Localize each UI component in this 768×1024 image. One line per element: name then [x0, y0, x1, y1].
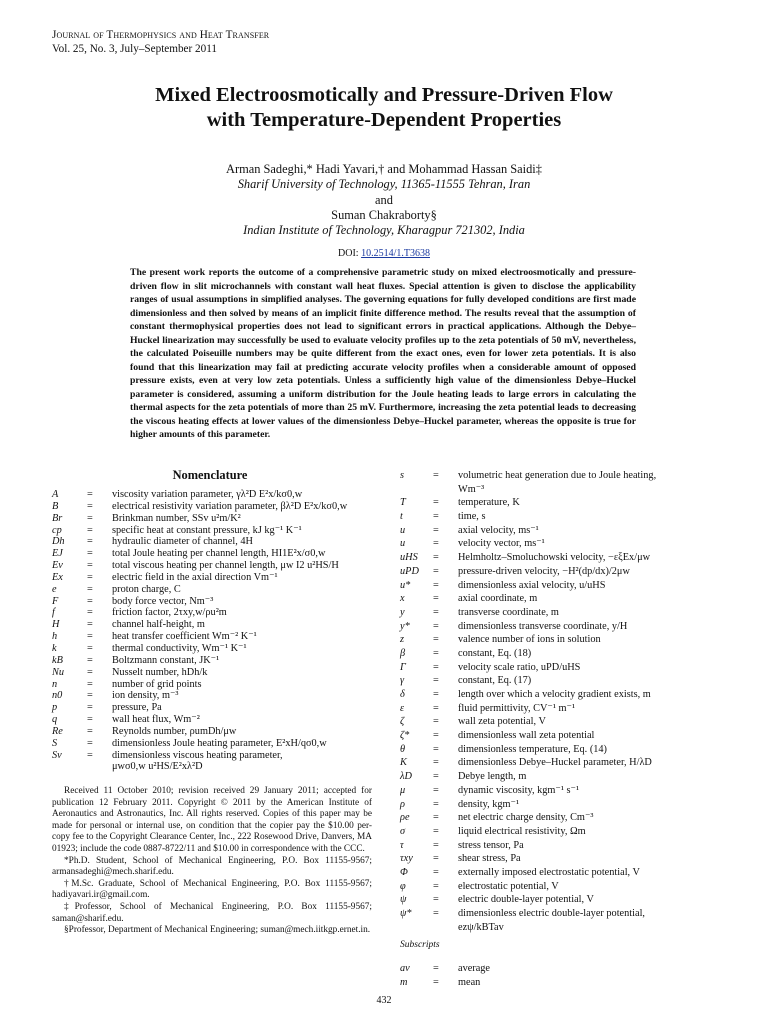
equals-sign: = — [433, 579, 439, 591]
equals-sign: = — [433, 730, 439, 742]
equals-sign: = — [433, 606, 439, 618]
nomenclature-symbol: γ — [400, 675, 405, 687]
footnote-3: ‡Professor, School of Mechanical Engineering, P.O. Box 11155-9567; saman@sharif.edu. — [52, 901, 372, 924]
nomenclature-row — [52, 501, 382, 513]
nomenclature-symbol: av — [400, 963, 410, 974]
nomenclature-symbol: φ — [400, 880, 406, 892]
nomenclature-row — [52, 513, 382, 525]
nomenclature-symbol: t — [400, 511, 403, 523]
nomenclature-symbol: EJ — [52, 548, 63, 560]
nomenclature-row — [52, 738, 382, 750]
nomenclature-symbol: ψ* — [400, 908, 412, 919]
nomenclature-row — [400, 785, 720, 799]
nomenclature-symbol: ζ* — [400, 730, 410, 742]
title-line-1: Mixed Electroosmotically and Pressure-Driven Flow — [155, 84, 613, 106]
nomenclature-row — [52, 702, 382, 714]
nomenclature-definition: electric double-layer potential, V — [458, 894, 594, 906]
nomenclature-row — [52, 761, 382, 773]
doi-link[interactable]: 10.2514/1.T3638 — [361, 248, 430, 259]
nomenclature-definition: electrical resistivity variation parameter, βλ²D E²x/kσ0,w — [112, 500, 348, 512]
nomenclature-symbol: A — [52, 489, 59, 500]
equals-sign: = — [433, 880, 439, 892]
nomenclature-symbol: n — [52, 678, 58, 690]
nomenclature-definition: average — [458, 963, 491, 974]
equals-sign: = — [433, 552, 439, 564]
affiliation-2: Indian Institute of Technology, Kharagpur 721302, India — [243, 223, 525, 238]
nomenclature-definition: velocity scale ratio, uPD/uHS — [458, 661, 581, 673]
nomenclature-row — [52, 679, 382, 691]
authors-line-2: Suman Chakraborty§ — [331, 207, 437, 222]
nomenclature-symbol: δ — [400, 689, 405, 700]
nomenclature-symbol: ρe — [400, 812, 410, 824]
nomenclature-symbol: cp — [52, 524, 62, 536]
equals-sign: = — [433, 620, 439, 632]
equals-sign: = — [87, 702, 93, 714]
nomenclature-symbol: z — [400, 634, 405, 646]
nomenclature-row — [52, 596, 382, 608]
doi-line — [0, 248, 768, 259]
nomenclature-symbol: u — [400, 524, 406, 536]
nomenclature-symbol: uPD — [400, 565, 419, 577]
nomenclature-symbol: Φ — [400, 866, 408, 878]
equals-sign: = — [433, 798, 439, 810]
nomenclature-definition: externally imposed electrostatic potential, V — [458, 866, 640, 878]
nomenclature-definition: electric field in the axial direction Vm⁻¹ — [112, 571, 278, 583]
nomenclature-definition: dimensionless Debye–Huckel parameter, H/λD — [458, 757, 652, 769]
equals-sign: = — [87, 548, 93, 560]
nomenclature-symbol: λD — [400, 771, 412, 783]
nomenclature-row — [400, 634, 720, 648]
nomenclature-row — [400, 662, 720, 676]
nomenclature-definition: dimensionless electric double-layer potential, — [458, 908, 645, 919]
nomenclature-row — [400, 511, 720, 525]
equals-sign: = — [433, 702, 439, 714]
subscripts-list — [400, 963, 720, 990]
equals-sign: = — [433, 894, 439, 906]
nomenclature-definition: constant, Eq. (18) — [458, 647, 532, 659]
nomenclature-row — [400, 689, 720, 703]
nomenclature-definition: Wm⁻³ — [458, 483, 485, 495]
equals-sign: = — [433, 812, 439, 824]
nomenclature-definition: μwσ0,w u²HS/E²xλ²D — [112, 761, 203, 773]
equals-sign: = — [433, 784, 439, 796]
nomenclature-definition: total Joule heating per channel length, HI1E²x/σ0,w — [112, 548, 326, 560]
nomenclature-definition: specific heat at constant pressure, kJ kg⁻¹ K⁻¹ — [112, 524, 302, 536]
nomenclature-symbol: K — [400, 757, 407, 769]
nomenclature-left-column — [52, 489, 382, 773]
equals-sign: = — [87, 725, 93, 737]
nomenclature-row — [400, 607, 720, 621]
page-number: 432 — [376, 995, 392, 1006]
nomenclature-row — [52, 572, 382, 584]
nomenclature-definition: dimensionless transverse coordinate, y/H — [458, 620, 628, 632]
equals-sign: = — [87, 536, 93, 548]
equals-sign: = — [87, 642, 93, 654]
nomenclature-row — [400, 716, 720, 730]
nomenclature-definition: length over which a velocity gradient exists, m — [458, 689, 651, 700]
nomenclature-symbol: ζ — [400, 716, 405, 728]
equals-sign: = — [433, 963, 439, 974]
abstract: The present work reports the outcome of a comprehensive parametric study on mixed electroosmotically and pressure-driven flow in slit microchannels with constant wall heat fluxes. Special attention is given to disclose the applicability ranges of usual assumptions in simplified analyses. The governing equations for fully developed conditions are first made dimensionless and then solved by means of an implicit finite difference method. The results reveal that the assumption of constant thermophysical properties does not lead to significant errors in practical applications. Although the Debye–Huckel linearization may successfully be used to evaluate velocity profiles up to the zeta potentials of 50 mV, nevertheless, the calculated Poiseuille numbers may be quite different from the exact ones, even for lower zeta potentials. It is also found that this linearization may fail at predicting accurate velocity profiles when a considerable amount of opposed pressure exists, even at very low zeta potentials. Unless a sufficiently high value of the dimensionless Debye–Huckel parameter is considered, assuming a uniform distribution for the Joule heating leads to large errors in calculating the thermal aspects for the zeta potentials of more than 25 mV. Furthermore, increasing the zeta potential leads to decreasing the viscous heating effects at lower values of the dimensionless Debye–Huckel parameter, whereas the opposite is true for higher amounts of this parameter. — [130, 267, 636, 440]
equals-sign: = — [433, 866, 439, 878]
nomenclature-definition: dimensionless temperature, Eq. (14) — [458, 743, 607, 755]
nomenclature-symbol: y — [400, 606, 405, 618]
nomenclature-definition: constant, Eq. (17) — [458, 675, 532, 687]
nomenclature-row — [400, 525, 720, 539]
equals-sign: = — [433, 825, 439, 837]
nomenclature-definition: transverse coordinate, m — [458, 606, 559, 618]
nomenclature-symbol: h — [52, 631, 58, 643]
nomenclature-definition: viscosity variation parameter, γλ²D E²x/kσ0,w — [112, 489, 303, 500]
nomenclature-symbol: τxy — [400, 853, 413, 865]
nomenclature-symbol: s — [400, 470, 405, 481]
nomenclature-definition: net electric charge density, Cm⁻³ — [458, 812, 594, 824]
nomenclature-definition: Brinkman number, SSv u²m/K² — [112, 512, 241, 524]
nomenclature-row — [52, 667, 382, 679]
nomenclature-definition: velocity vector, ms⁻¹ — [458, 538, 545, 550]
equals-sign: = — [87, 690, 93, 702]
equals-sign: = — [433, 976, 439, 988]
nomenclature-definition: stress tensor, Pa — [458, 839, 524, 851]
nomenclature-definition: dynamic viscosity, kgm⁻¹ s⁻¹ — [458, 784, 580, 796]
nomenclature-symbol: Br — [52, 512, 63, 524]
equals-sign: = — [87, 607, 93, 619]
equals-sign: = — [433, 839, 439, 851]
equals-sign: = — [433, 675, 439, 687]
nomenclature-row — [400, 566, 720, 580]
equals-sign: = — [433, 647, 439, 659]
equals-sign: = — [433, 743, 439, 755]
nomenclature-row — [400, 826, 720, 840]
nomenclature-row — [400, 621, 720, 635]
journal-issue: Vol. 25, No. 3, July–September 2011 — [52, 42, 218, 55]
footnote-4: §Professor, Department of Mechanical Engineering; suman@mech.iitkgp.ernet.in. — [64, 925, 371, 936]
nomenclature-symbol: S — [52, 737, 58, 749]
nomenclature-title: Nomenclature — [172, 468, 248, 482]
nomenclature-definition: Helmholtz–Smoluchowski velocity, −εξEx/μw — [458, 552, 651, 564]
equals-sign: = — [433, 853, 439, 865]
nomenclature-row — [400, 771, 720, 785]
equals-sign: = — [87, 737, 93, 749]
nomenclature-definition: dimensionless wall zeta potential — [458, 730, 595, 742]
nomenclature-symbol: μ — [400, 784, 406, 796]
nomenclature-symbol: T — [400, 497, 406, 509]
equals-sign: = — [87, 583, 93, 595]
nomenclature-symbol: H — [52, 619, 60, 631]
equals-sign: = — [433, 689, 439, 700]
equals-sign: = — [433, 497, 439, 509]
nomenclature-definition: volumetric heat generation due to Joule heating, — [458, 470, 657, 481]
nomenclature-definition: ezψ/kBTav — [458, 921, 504, 933]
equals-sign: = — [433, 634, 439, 646]
nomenclature-row — [52, 726, 382, 738]
nomenclature-symbol: β — [400, 647, 406, 659]
equals-sign: = — [433, 716, 439, 728]
nomenclature-symbol: kB — [52, 654, 63, 666]
nomenclature-symbol: p — [52, 702, 58, 714]
nomenclature-row — [400, 853, 720, 867]
equals-sign: = — [87, 714, 93, 726]
equals-sign: = — [433, 757, 439, 769]
nomenclature-symbol: u* — [400, 579, 411, 591]
journal-name: Journal of Thermophysics and Heat Transfer — [52, 29, 270, 41]
equals-sign: = — [87, 654, 93, 666]
nomenclature-definition: ion density, m⁻³ — [112, 690, 179, 702]
equals-sign: = — [433, 538, 439, 550]
nomenclature-row — [52, 714, 382, 726]
nomenclature-row — [400, 593, 720, 607]
equals-sign: = — [87, 489, 93, 500]
nomenclature-definition: fluid permittivity, CV⁻¹ m⁻¹ — [458, 702, 576, 714]
nomenclature-symbol: Ex — [52, 571, 63, 583]
nomenclature-symbol: Γ — [400, 661, 406, 673]
nomenclature-symbol: B — [52, 500, 59, 512]
nomenclature-row — [400, 757, 720, 771]
equals-sign: = — [87, 595, 93, 607]
nomenclature-right-column — [400, 470, 720, 935]
nomenclature-row — [52, 536, 382, 548]
subscripts-title: Subscripts — [400, 940, 440, 950]
nomenclature-definition: pressure, Pa — [112, 702, 162, 714]
nomenclature-definition: axial velocity, ms⁻¹ — [458, 524, 539, 536]
title-line-2: with Temperature-Dependent Properties — [206, 109, 562, 131]
nomenclature-row — [400, 675, 720, 689]
nomenclature-definition: channel half-height, m — [112, 619, 205, 631]
authors-and: and — [375, 192, 393, 207]
nomenclature-row — [52, 548, 382, 560]
nomenclature-row — [400, 744, 720, 758]
nomenclature-row — [400, 840, 720, 854]
nomenclature-row — [400, 730, 720, 744]
equals-sign: = — [433, 470, 439, 481]
nomenclature-definition: valence number of ions in solution — [458, 634, 601, 646]
nomenclature-row — [400, 812, 720, 826]
nomenclature-row — [52, 631, 382, 643]
journal-header — [52, 29, 269, 56]
nomenclature-row — [400, 963, 720, 977]
nomenclature-row — [400, 648, 720, 662]
equals-sign: = — [433, 593, 439, 605]
nomenclature-definition: number of grid points — [112, 678, 202, 690]
nomenclature-symbol: ψ — [400, 894, 407, 906]
equals-sign: = — [87, 524, 93, 536]
nomenclature-row — [52, 750, 382, 762]
nomenclature-definition: wall zeta potential, V — [458, 716, 546, 728]
nomenclature-definition: heat transfer coefficient Wm⁻² K⁻¹ — [112, 631, 257, 643]
nomenclature-symbol: τ — [400, 839, 404, 851]
equals-sign: = — [87, 560, 93, 572]
equals-sign: = — [433, 524, 439, 536]
nomenclature-row — [52, 619, 382, 631]
equals-sign: = — [433, 908, 439, 919]
nomenclature-row — [52, 525, 382, 537]
nomenclature-definition: body force vector, Nm⁻³ — [112, 595, 214, 607]
nomenclature-definition: dimensionless viscous heating parameter, — [112, 749, 283, 761]
nomenclature-definition: liquid electrical resistivity, Ωm — [458, 825, 586, 837]
nomenclature-definition: electrostatic potential, V — [458, 880, 559, 892]
nomenclature-definition: density, kgm⁻¹ — [458, 798, 520, 810]
nomenclature-definition: dimensionless Joule heating parameter, E²xH/qσ0,w — [112, 737, 327, 749]
paper-title — [0, 83, 768, 133]
author-block — [0, 162, 768, 238]
equals-sign: = — [433, 661, 439, 673]
nomenclature-symbol: Nu — [52, 666, 65, 678]
footnote-1: *Ph.D. Student, School of Mechanical Engineering, P.O. Box 11155-9567; armansadeghi@mech.sharif.edu. — [52, 855, 372, 878]
nomenclature-definition: temperature, K — [458, 497, 520, 509]
nomenclature-row — [400, 470, 720, 484]
nomenclature-row — [52, 643, 382, 655]
nomenclature-row — [400, 799, 720, 813]
nomenclature-row — [400, 552, 720, 566]
nomenclature-symbol: k — [52, 642, 57, 654]
nomenclature-row — [400, 881, 720, 895]
nomenclature-row — [52, 560, 382, 572]
nomenclature-definition: dimensionless axial velocity, u/uHS — [458, 579, 606, 591]
nomenclature-row — [52, 584, 382, 596]
doi-label: DOI: — [338, 248, 359, 259]
nomenclature-definition: Debye length, m — [458, 771, 527, 783]
authors-line-1: Arman Sadeghi,* Hadi Yavari,† and Mohammad Hassan Saidi‡ — [226, 162, 542, 176]
nomenclature-symbol: m — [400, 976, 408, 988]
nomenclature-definition: pressure-driven velocity, −H²(dp/dx)/2μw — [458, 565, 630, 577]
nomenclature-definition: mean — [458, 976, 481, 988]
received-note: Received 11 October 2010; revision received 29 January 2011; accepted for publication 12 February 2011. Copyright © 2011 by the American Institute of Aeronautics and Astronautics, Inc. All rights reserved. Copies of this paper may be made for personal or internal use, on condition that the copier pay the $10.00 per-copy fee to the Copyright Clearance Center, Inc., 222 Rosewood Drive, Danvers, MA 01923; include the code 0887-8722/11 and $10.00 in correspondence with the CCC. — [52, 786, 372, 854]
nomenclature-symbol: y* — [400, 620, 410, 632]
nomenclature-definition: axial coordinate, m — [458, 593, 538, 605]
nomenclature-symbol: θ — [400, 743, 406, 755]
nomenclature-row — [52, 607, 382, 619]
nomenclature-definition: hydraulic diameter of channel, 4H — [112, 536, 253, 548]
nomenclature-symbol: ρ — [400, 798, 405, 810]
nomenclature-symbol: uHS — [400, 552, 418, 564]
nomenclature-definition: wall heat flux, Wm⁻² — [112, 714, 200, 726]
nomenclature-symbol: Sv — [52, 749, 62, 761]
nomenclature-row — [400, 497, 720, 511]
nomenclature-symbol: u — [400, 538, 406, 550]
nomenclature-symbol: x — [400, 593, 405, 605]
nomenclature-definition: Nusselt number, hDh/k — [112, 666, 208, 678]
equals-sign: = — [87, 678, 93, 690]
nomenclature-row — [52, 655, 382, 667]
nomenclature-symbol: Ev — [52, 560, 63, 572]
equals-sign: = — [87, 749, 93, 761]
nomenclature-row — [400, 580, 720, 594]
nomenclature-row — [400, 484, 720, 498]
equals-sign: = — [433, 771, 439, 783]
nomenclature-row — [400, 977, 720, 991]
nomenclature-row — [400, 703, 720, 717]
nomenclature-definition: Reynolds number, ρumDh/μw — [112, 725, 237, 737]
nomenclature-row — [400, 922, 720, 936]
equals-sign: = — [87, 631, 93, 643]
nomenclature-definition: total viscous heating per channel length, μw I2 u²HS/H — [112, 560, 339, 572]
affiliation-1: Sharif University of Technology, 11365-11555 Tehran, Iran — [237, 177, 531, 192]
nomenclature-row — [400, 538, 720, 552]
nomenclature-symbol: q — [52, 714, 58, 726]
nomenclature-definition: proton charge, C — [112, 583, 181, 595]
nomenclature-row — [400, 908, 720, 922]
footnote-2: †M.Sc. Graduate, School of Mechanical Engineering, P.O. Box 11155-9567; hadiyavari.ir@gmail.com. — [52, 878, 372, 901]
equals-sign: = — [433, 565, 439, 577]
nomenclature-definition: shear stress, Pa — [458, 853, 521, 865]
equals-sign: = — [87, 666, 93, 678]
nomenclature-definition: Boltzmann constant, JK⁻¹ — [112, 654, 220, 666]
nomenclature-row — [400, 894, 720, 908]
equals-sign: = — [87, 619, 93, 631]
nomenclature-symbol: ε — [400, 702, 405, 714]
equals-sign: = — [87, 500, 93, 512]
nomenclature-symbol: e — [52, 583, 57, 595]
nomenclature-symbol: F — [52, 595, 59, 607]
nomenclature-row — [400, 867, 720, 881]
nomenclature-row — [52, 690, 382, 702]
nomenclature-definition: friction factor, 2τxy,w/ρu²m — [112, 607, 227, 619]
nomenclature-symbol: Dh — [52, 536, 65, 548]
equals-sign: = — [87, 571, 93, 583]
nomenclature-symbol: Re — [52, 725, 63, 737]
nomenclature-definition: time, s — [458, 511, 486, 523]
equals-sign: = — [433, 511, 439, 523]
nomenclature-row — [52, 489, 382, 501]
equals-sign: = — [87, 512, 93, 524]
nomenclature-symbol: σ — [400, 825, 406, 837]
footnotes — [52, 786, 372, 937]
nomenclature-definition: thermal conductivity, Wm⁻¹ K⁻¹ — [112, 642, 247, 654]
nomenclature-symbol: n0 — [52, 690, 63, 702]
nomenclature-symbol: f — [52, 607, 55, 619]
